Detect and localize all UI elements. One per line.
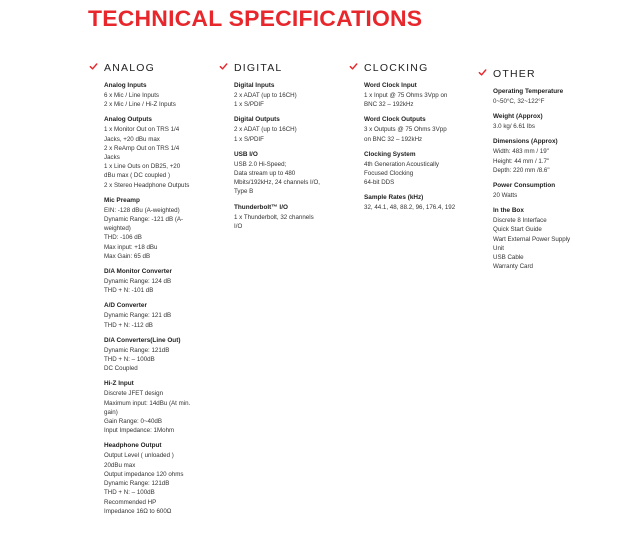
spec-line: Discrete JFET design xyxy=(104,390,164,398)
spec-line: Dynamic Range: -121 dB (A- xyxy=(104,216,184,224)
spec-line: gain) xyxy=(104,408,118,416)
spec-line: 2 x Mic / Line / Hi-Z Inputs xyxy=(104,101,176,109)
spec-line: Max Gain: 65 dB xyxy=(104,252,151,260)
spec-line: Wart External Power Supply xyxy=(493,235,571,243)
spec-line: 3.0 kg/ 6.61 lbs xyxy=(493,123,535,131)
spec-line: 1 x S/PDIF xyxy=(234,135,264,143)
spec-line: 0~50°C, 32~122°F xyxy=(493,98,545,105)
spec-group xyxy=(234,203,332,231)
spec-line: Maximum input: 14dBu (At min. xyxy=(104,399,191,407)
spec-line: Max input: +18 dBu xyxy=(104,243,158,251)
spec-column-clocking xyxy=(364,60,464,219)
spec-line: Warranty Card xyxy=(493,263,533,271)
spec-line: 2 x ADAT (up to 16CH) xyxy=(234,92,297,99)
column-header xyxy=(104,60,200,76)
spec-line: 32, 44.1, 48, 88.2, 96, 176.4, 192 xyxy=(364,204,456,212)
spec-group-title: Clocking System xyxy=(364,150,416,158)
spec-line: Gain Range: 0~40dB xyxy=(104,418,162,426)
spec-line: 1 x S/PDIF xyxy=(234,101,264,109)
spec-line: THD: -106 dB xyxy=(104,234,142,242)
spec-group-title: Digital Outputs xyxy=(234,116,280,124)
spec-line: BNC 32 – 192kHz xyxy=(364,101,414,109)
spec-column-other xyxy=(493,66,593,277)
page-title: TECHNICAL SPECIFICATIONS xyxy=(88,6,423,31)
spec-group-title: Headphone Output xyxy=(104,442,162,450)
spec-line: on BNC 32 – 192kHz xyxy=(364,135,423,143)
spec-line: Focused Clocking xyxy=(364,170,414,178)
spec-line: 20 Watts xyxy=(493,192,518,200)
spec-group-title: Digital Inputs xyxy=(234,82,275,89)
spec-line: THD + N: -101 dB xyxy=(104,287,154,295)
spec-line: THD + N: – 100dB xyxy=(104,489,155,497)
column-header xyxy=(234,60,332,76)
spec-line: Jacks xyxy=(104,154,120,162)
spec-group-title: Analog Inputs xyxy=(104,82,147,89)
spec-group xyxy=(364,81,464,109)
spec-group xyxy=(493,206,593,271)
spec-line: Width: 483 mm / 19" xyxy=(493,148,549,156)
checkmark-icon xyxy=(478,68,487,77)
spec-line: 1 x Thunderbolt, 32 channels xyxy=(234,213,314,221)
spec-group xyxy=(493,181,593,200)
spec-group-title: In the Box xyxy=(493,207,524,215)
spec-line: Unit xyxy=(493,244,505,252)
spec-line: 2 x Stereo Headphone Outputs xyxy=(104,181,190,189)
column-title: CLOCKING xyxy=(364,62,429,74)
spec-line: 6 x Mic / Line Inputs xyxy=(104,92,160,99)
spec-line: Discrete 8 Interface xyxy=(493,217,547,225)
spec-line: Input Impedance: 1Mohm xyxy=(104,427,175,435)
spec-group-title: Word Clock Input xyxy=(364,82,417,89)
spec-group-title: Weight (Approx) xyxy=(493,113,543,121)
spec-line: 1 x Monitor Out on TRS 1/4 xyxy=(104,126,180,134)
spec-line: Impedance 16Ω to 600Ω xyxy=(104,507,172,515)
spec-line: Recommended HP xyxy=(104,498,157,506)
column-title: OTHER xyxy=(493,68,536,80)
checkmark-icon xyxy=(349,62,358,71)
spec-group-title: Word Clock Outputs xyxy=(364,116,426,124)
column-header xyxy=(364,60,464,76)
spec-line: Depth: 220 mm /8.6" xyxy=(493,166,550,174)
spec-group-title: D/A Monitor Converter xyxy=(104,268,172,276)
spec-group xyxy=(234,115,332,143)
spec-line: THD + N: -112 dB xyxy=(104,321,153,329)
spec-group-title: Operating Temperature xyxy=(493,88,564,95)
spec-column-analog xyxy=(104,60,200,522)
spec-line: Quick Start Guide xyxy=(493,226,542,234)
spec-line: Dynamic Range: 124 dB xyxy=(104,278,172,286)
spec-group xyxy=(493,87,593,106)
spec-line: dBu max ( DC coupled ) xyxy=(104,172,171,180)
spec-line: 1 x Line Outs on DB25, +20 xyxy=(104,163,181,171)
spec-group-title: Thunderbolt™ I/O xyxy=(234,203,288,211)
spec-line: I/O xyxy=(234,222,243,230)
spec-group-title: D/A Converters(Line Out) xyxy=(104,336,181,344)
spec-group xyxy=(104,115,200,189)
spec-line: weighted) xyxy=(104,225,131,233)
spec-group xyxy=(234,150,332,197)
spec-line: Mbits/192kHz, 24 channels I/O, xyxy=(234,179,320,187)
spec-line: 4th Generation Acoustically xyxy=(364,160,439,168)
column-header xyxy=(493,66,593,82)
checkmark-icon xyxy=(219,62,228,71)
spec-line: 1 x Input @ 75 Ohms 3Vpp on xyxy=(364,92,448,99)
spec-line: USB 2.0 Hi-Speed; xyxy=(234,160,287,168)
spec-line: 20dBu max xyxy=(104,461,136,469)
spec-line: 3 x Outputs @ 75 Ohms 3Vpp xyxy=(364,126,447,134)
spec-line: Dynamic Range: 121dB xyxy=(104,480,170,488)
spec-group-title: Power Consumption xyxy=(493,182,556,190)
spec-group xyxy=(104,336,200,374)
spec-group-title: Analog Outputs xyxy=(104,116,152,124)
spec-group xyxy=(364,115,464,143)
spec-group xyxy=(104,379,200,435)
spec-group xyxy=(493,112,593,131)
spec-column-digital xyxy=(234,60,332,237)
spec-line: Dynamic Range: 121dB xyxy=(104,346,170,354)
spec-group xyxy=(493,137,593,175)
spec-line: EIN: -128 dBu (A-weighted) xyxy=(104,206,180,214)
spec-group-title: Mic Preamp xyxy=(104,196,140,204)
spec-line: Type B xyxy=(234,188,254,196)
spec-line: Jacks, +20 dBu max xyxy=(104,135,160,143)
spec-line: 2 x ReAmp Out on TRS 1/4 xyxy=(104,144,180,152)
spec-group-title: USB I/O xyxy=(234,150,258,158)
spec-group xyxy=(104,267,200,295)
column-title: ANALOG xyxy=(104,62,155,74)
spec-group-title: A/D Converter xyxy=(104,302,147,310)
spec-line: USB Cable xyxy=(493,254,524,262)
spec-group xyxy=(104,196,200,261)
spec-group-title: Dimensions (Approx) xyxy=(493,138,558,146)
spec-line: Output Level ( unloaded ) xyxy=(104,452,174,460)
spec-group xyxy=(104,81,200,109)
spec-group xyxy=(104,441,200,515)
spec-line: 64-bit DDS xyxy=(364,179,395,187)
spec-line: Dynamic Range: 121 dB xyxy=(104,312,172,320)
spec-group xyxy=(104,301,200,329)
spec-group xyxy=(364,150,464,188)
spec-line: Height: 44 mm / 1.7" xyxy=(493,157,550,165)
spec-group-title: Sample Rates (kHz) xyxy=(364,194,424,202)
spec-line: THD + N: – 100dB xyxy=(104,356,155,364)
spec-line: Data stream up to 480 xyxy=(234,170,296,178)
spec-line: DC Coupled xyxy=(104,365,138,373)
spec-group xyxy=(234,81,332,109)
spec-line: 2 x ADAT (up to 16CH) xyxy=(234,126,297,134)
spec-line: Output impedance 120 ohms xyxy=(104,470,184,478)
column-title: DIGITAL xyxy=(234,62,283,74)
spec-group-title: Hi-Z Input xyxy=(104,380,134,388)
checkmark-icon xyxy=(89,62,98,71)
spec-group xyxy=(364,193,464,212)
